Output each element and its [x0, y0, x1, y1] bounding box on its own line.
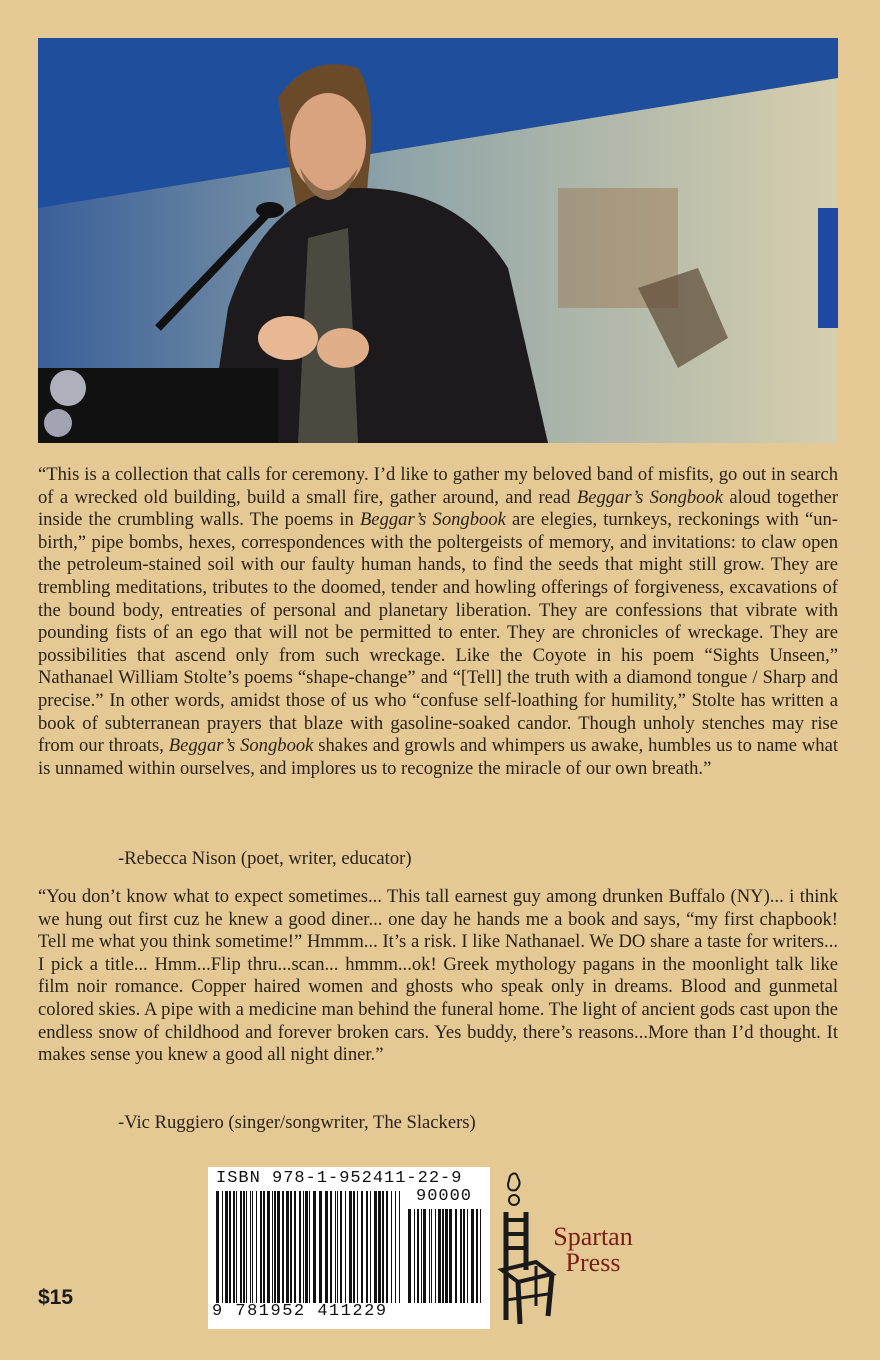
- barcode-bar: [290, 1191, 292, 1303]
- ean-digits: 9 781952 411229: [212, 1302, 388, 1321]
- barcode-addon-number: 90000: [416, 1187, 473, 1206]
- barcode-bar: [335, 1191, 336, 1303]
- barcode-bar: [309, 1191, 310, 1303]
- book-title-italic: Beggar’s Songbook: [359, 509, 506, 531]
- barcode-bar: [345, 1191, 346, 1303]
- barcode-bar: [399, 1191, 400, 1303]
- book-title-italic: Beggar’s Songbook: [576, 486, 724, 508]
- barcode-bar: [299, 1191, 301, 1303]
- barcode-bar: [460, 1209, 462, 1303]
- author-photo-illustration: [38, 38, 838, 443]
- blurb1-text-2: aloud together inside the crumbling walls. The poems in: [38, 486, 839, 531]
- barcode-bar: [467, 1209, 468, 1303]
- isbn-barcode: [208, 1167, 490, 1329]
- barcode-bar: [330, 1191, 332, 1303]
- author-photo: [38, 38, 838, 443]
- barcode-bar: [263, 1191, 265, 1303]
- barcode-bar: [445, 1209, 448, 1303]
- barcode-bar: [240, 1191, 242, 1303]
- barcode-bar: [391, 1191, 392, 1303]
- barcode-bar: [277, 1191, 280, 1303]
- barcode-bar: [378, 1191, 381, 1303]
- barcode-bar: [366, 1191, 368, 1303]
- book-title-italic: Beggar’s Songbook: [168, 735, 314, 757]
- publisher-name-line2: Press: [565, 1248, 621, 1277]
- barcode-bar: [313, 1191, 316, 1303]
- barcode-bar: [274, 1191, 276, 1303]
- barcode-bar: [361, 1191, 363, 1303]
- barcode-bar: [256, 1191, 257, 1303]
- barcode-bar: [236, 1191, 237, 1303]
- barcode-bar: [243, 1191, 245, 1303]
- barcode-bar: [417, 1209, 419, 1303]
- barcode-bar: [370, 1191, 371, 1303]
- barcode-bar: [340, 1191, 342, 1303]
- barcode-bar: [431, 1209, 432, 1303]
- barcode-bar: [337, 1191, 338, 1303]
- barcode-bar: [353, 1191, 355, 1303]
- barcode-bar: [272, 1191, 273, 1303]
- blurb1-text-1: “This is a collection that calls for ceremony. I’d like to gather my beloved band of misfits, go out in search of a wrecked old building, build a small fire, gather around, and read: [38, 464, 838, 508]
- barcode-bar: [435, 1209, 436, 1303]
- blurb-vic-ruggiero: “You don’t know what to expect sometimes... This tall earnest guy among drunken Buffalo (NY)... i think we hung out first cuz he knew a good diner... one day he hands me a book and says, “my first chapbook! Tell me what you think sometime!” Hmmm... It’s a risk. I like Nathanael. We DO share a taste for writers... I pick a title... Hmm...Flip thru...scan... hmmm...ok! Greek mythology pagans in the moonlight talk like film noir romance. Copper haired women and ghosts who speak only in dreams. Blood and gunmetal colored skies. A pipe with a medicine man behind the funeral home. The light of ancient gods cast upon the endless snow of childhood and forever broken cars. Yes buddy, there’s reasons...More than I’d thought. It makes sense you knew a good all night diner.”: [38, 886, 838, 1066]
- barcode-bar: [282, 1191, 284, 1303]
- barcode-bar: [286, 1191, 289, 1303]
- barcode-bar: [216, 1191, 219, 1303]
- isbn-label: ISBN 978-1-952411-22-9: [216, 1169, 463, 1188]
- addon-barcode-bars: [408, 1209, 482, 1303]
- barcode-bar: [319, 1191, 322, 1303]
- barcode-bar: [225, 1191, 228, 1303]
- blurb1-text-3: are elegies, turnkeys, reckonings with “un-birth,” pipe bombs, hexes, correspondences with the poltergeists of memory, and invitations: to claw open the petroleum-stained soil with our faulty human hands, to find the seeds that might still grow. They are trembling meditations, tributes to the doomed, tender and howling offerings of forgiveness, excavations of the bound body, entreaties of personal and planetary liberation. They are confessions that vibrate with pounding fists of an ego that will not be permitted to enter. They are chronicles of wreckage. They are possibilities that ascend only from such wreckage. Like the Coyote in his poem “Sights Unseen,” Nathanael William Stolte’s poems “shape-change” and “[Tell] the truth with a diamond tongue / Sharp and precise.” In other words, amidst those of us who “confuse self-loathing for humility,” Stolte has written a book of subterranean prayers that blaze with gasoline-soaked candor. Though unholy stenches may rise from our throats,: [38, 509, 838, 757]
- barcode-bar: [357, 1191, 358, 1303]
- barcode-bar: [386, 1191, 388, 1303]
- barcode-bar: [414, 1209, 415, 1303]
- barcode-bar: [267, 1191, 270, 1303]
- barcode-bar: [233, 1191, 235, 1303]
- barcode-bar: [349, 1191, 352, 1303]
- barcode-bar: [438, 1209, 441, 1303]
- barcode-bar: [222, 1191, 223, 1303]
- blurb1-text-4: shakes and growls and whimpers us awake, humbles us to name what is unnamed within ourselves, and implores us to recognize the miracle of our own breath.”: [38, 735, 838, 779]
- barcode-bar: [229, 1191, 231, 1303]
- barcode-bar: [260, 1191, 262, 1303]
- barcode-bar: [476, 1209, 478, 1303]
- barcode-bar: [429, 1209, 430, 1303]
- barcode-bar: [246, 1191, 247, 1303]
- barcode-bar: [463, 1209, 465, 1303]
- barcode-bar: [471, 1209, 474, 1303]
- barcode-bar: [455, 1209, 457, 1303]
- attribution-rebecca-nison: -Rebecca Nison (poet, writer, educator): [118, 848, 412, 869]
- barcode-bar: [408, 1209, 411, 1303]
- barcode-bar: [395, 1191, 396, 1303]
- publisher-name-line1: Spartan: [553, 1222, 633, 1251]
- barcode-bar: [423, 1209, 426, 1303]
- attribution-vic-ruggiero: -Vic Ruggiero (singer/songwriter, The Slackers): [118, 1112, 476, 1133]
- barcode-bar: [252, 1191, 253, 1303]
- barcode-bar: [303, 1191, 304, 1303]
- barcode-bar: [382, 1191, 384, 1303]
- blurb-rebecca-nison: [38, 464, 838, 780]
- barcode-bar: [442, 1209, 444, 1303]
- barcode-bar: [305, 1191, 308, 1303]
- barcode-bar: [250, 1191, 251, 1303]
- barcode-bar: [294, 1191, 296, 1303]
- price-label: $15: [38, 1286, 74, 1309]
- barcode-bar: [421, 1209, 422, 1303]
- barcode-bar: [325, 1191, 328, 1303]
- ean-barcode-bars: [216, 1191, 402, 1303]
- barcode-bar: [480, 1209, 481, 1303]
- publisher-name: [543, 1224, 643, 1276]
- barcode-bar: [449, 1209, 452, 1303]
- barcode-bar: [374, 1191, 377, 1303]
